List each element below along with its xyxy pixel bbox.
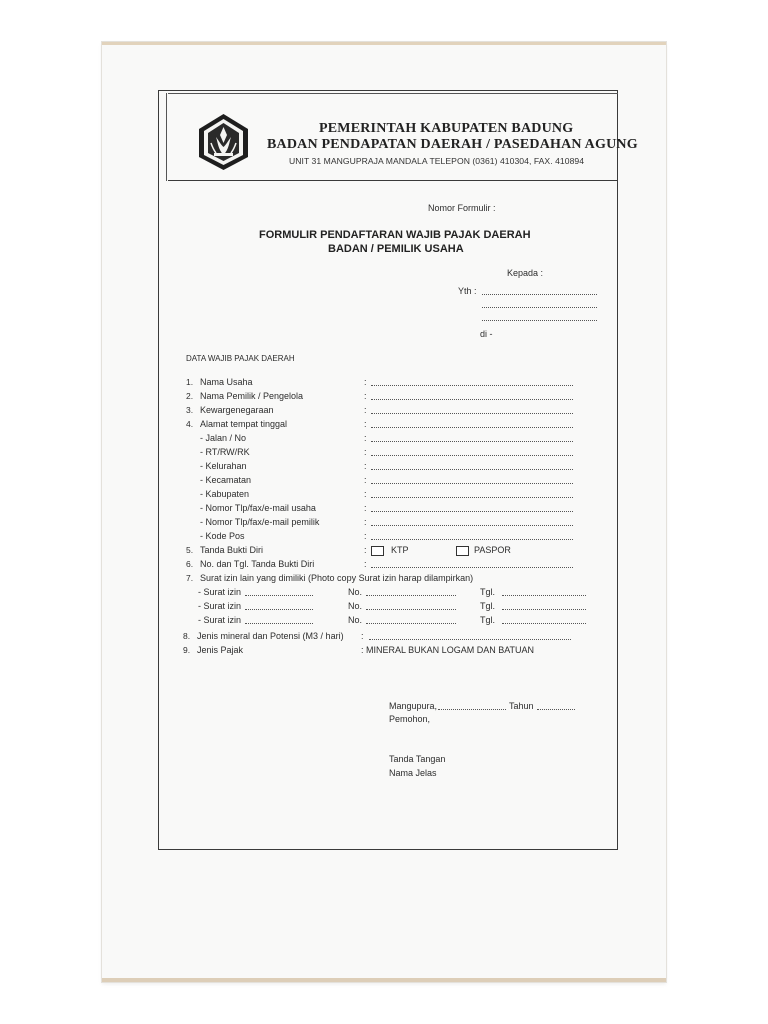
ktp-label: KTP xyxy=(391,545,409,555)
kabupaten-field[interactable] xyxy=(371,497,573,498)
field-number: 6. xyxy=(186,559,194,569)
mineral-field[interactable] xyxy=(369,639,571,640)
form-subtitle: BADAN / PEMILIK USAHA xyxy=(328,243,464,255)
nomor-formulir-label: Nomor Formulir : xyxy=(428,203,496,213)
surat-izin-name-field[interactable] xyxy=(245,595,313,596)
field-label-kewarganegaraan: Kewargenegaraan xyxy=(200,405,274,415)
surat-izin-row-label: - Surat izin xyxy=(198,601,242,611)
surat-izin-row-label: - Surat izin xyxy=(198,587,242,597)
field-colon: : xyxy=(364,433,367,443)
surat-izin-tgl-label: Tgl. xyxy=(480,587,496,597)
surat-izin-no-label: No. xyxy=(348,601,363,611)
form-title: FORMULIR PENDAFTARAN WAJIB PAJAK DAERAH xyxy=(259,229,531,241)
kode-pos-field[interactable] xyxy=(371,539,573,540)
field-colon: : xyxy=(364,391,367,401)
field-colon: : xyxy=(364,559,367,569)
surat-izin-no-field[interactable] xyxy=(366,595,456,596)
header-divider xyxy=(168,180,618,181)
field-number: 1. xyxy=(186,377,194,387)
field-label-nama-usaha: Nama Usaha xyxy=(200,377,253,387)
field-number: 7. xyxy=(186,573,194,583)
field-label-bukti-diri: Tanda Bukti Diri xyxy=(200,545,264,555)
field-label-no-tgl-bukti: No. dan Tgl. Tanda Bukti Diri xyxy=(200,559,315,569)
kelurahan-field[interactable] xyxy=(371,469,573,470)
kewarganegaraan-field[interactable] xyxy=(371,413,573,414)
field-number: 4. xyxy=(186,419,194,429)
signature-nama-jelas: Nama Jelas xyxy=(389,768,437,778)
signature-date-field[interactable] xyxy=(438,709,506,710)
paper-bottom-edge xyxy=(102,978,666,982)
surat-izin-tgl-field[interactable] xyxy=(502,623,586,624)
field-label-rt-rw: - RT/RW/RK xyxy=(200,447,250,457)
field-colon: : xyxy=(364,461,367,471)
signature-tanda-tangan: Tanda Tangan xyxy=(389,754,446,764)
field-label-alamat: Alamat tempat tinggal xyxy=(200,419,288,429)
field-number: 5. xyxy=(186,545,194,555)
field-label-kontak-pemilik: - Nomor Tlp/fax/e-mail pemilik xyxy=(200,517,320,527)
field-colon: : xyxy=(364,503,367,513)
field-label-kecamatan: - Kecamatan xyxy=(200,475,252,485)
field-label-surat-izin: Surat izin lain yang dimiliki (Photo copy Surat izin harap dilampirkan) xyxy=(200,573,474,583)
di-label: di - xyxy=(480,329,493,339)
surat-izin-no-field[interactable] xyxy=(366,609,456,610)
kontak-pemilik-field[interactable] xyxy=(371,525,573,526)
field-colon: : xyxy=(364,447,367,457)
field-label-jalan: - Jalan / No xyxy=(200,433,247,443)
surat-izin-row-label: - Surat izin xyxy=(198,615,242,625)
signature-tahun-label: Tahun xyxy=(509,701,534,711)
yth-line-2[interactable] xyxy=(482,307,597,308)
field-label-kelurahan: - Kelurahan xyxy=(200,461,247,471)
kepada-label: Kepada : xyxy=(507,268,544,278)
field-number: 9. xyxy=(183,645,191,655)
rt-rw-field[interactable] xyxy=(371,455,573,456)
surat-izin-tgl-label: Tgl. xyxy=(480,615,496,625)
surat-izin-no-field[interactable] xyxy=(366,623,456,624)
field-label-kabupaten: - Kabupaten xyxy=(200,489,250,499)
field-label-nama-pemilik: Nama Pemilik / Pengelola xyxy=(200,391,304,401)
field-number: 2. xyxy=(186,391,194,401)
field-colon: : xyxy=(364,419,367,429)
field-colon: : xyxy=(364,531,367,541)
kecamatan-field[interactable] xyxy=(371,483,573,484)
kontak-usaha-field[interactable] xyxy=(371,511,573,512)
header-top-border xyxy=(168,93,618,94)
yth-label: Yth : xyxy=(458,286,477,296)
surat-izin-name-field[interactable] xyxy=(245,623,313,624)
field-label-kontak-usaha: - Nomor Tlp/fax/e-mail usaha xyxy=(200,503,316,513)
nama-usaha-field[interactable] xyxy=(371,385,573,386)
field-colon: : xyxy=(364,475,367,485)
signature-pemohon: Pemohon, xyxy=(389,714,431,724)
paper-top-edge xyxy=(102,42,666,45)
field-number: 3. xyxy=(186,405,194,415)
field-label-kode-pos: - Kode Pos xyxy=(200,531,245,541)
field-colon: : xyxy=(364,405,367,415)
no-tgl-bukti-field[interactable] xyxy=(371,567,573,568)
signature-year-field[interactable] xyxy=(537,709,575,710)
jenis-pajak-value: : MINERAL BUKAN LOGAM DAN BATUAN xyxy=(361,645,535,655)
jalan-field[interactable] xyxy=(371,441,573,442)
surat-izin-no-label: No. xyxy=(348,587,363,597)
surat-izin-name-field[interactable] xyxy=(245,609,313,610)
yth-line-1[interactable] xyxy=(482,294,597,295)
field-colon: : xyxy=(364,517,367,527)
header-left-border xyxy=(166,93,167,181)
paspor-checkbox[interactable] xyxy=(456,546,469,556)
yth-line-3[interactable] xyxy=(482,320,597,321)
surat-izin-tgl-label: Tgl. xyxy=(480,601,496,611)
header-government-name: PEMERINTAH KABUPATEN BADUNG xyxy=(319,121,574,136)
surat-izin-tgl-field[interactable] xyxy=(502,595,586,596)
field-colon: : xyxy=(364,489,367,499)
field-number: 8. xyxy=(183,631,191,641)
surat-izin-no-label: No. xyxy=(348,615,363,625)
field-colon: : xyxy=(361,631,364,641)
alamat-field[interactable] xyxy=(371,427,573,428)
header-address: UNIT 31 MANGUPRAJA MANDALA TELEPON (0361) 410304, FAX. 410894 xyxy=(289,156,585,166)
surat-izin-tgl-field[interactable] xyxy=(502,609,586,610)
field-label-jenis-pajak: Jenis Pajak xyxy=(197,645,244,655)
ktp-checkbox[interactable] xyxy=(371,546,384,556)
badung-emblem-icon xyxy=(196,113,251,171)
section-title: DATA WAJIB PAJAK DAERAH xyxy=(186,354,295,363)
field-label-mineral: Jenis mineral dan Potensi (M3 / hari) xyxy=(197,631,344,641)
nama-pemilik-field[interactable] xyxy=(371,399,573,400)
header-agency-name: BADAN PENDAPATAN DAERAH / PASEDAHAN AGUNG xyxy=(267,137,638,152)
field-colon: : xyxy=(364,545,367,555)
field-colon: : xyxy=(364,377,367,387)
signature-place: Mangupura, xyxy=(389,701,438,711)
paspor-label: PASPOR xyxy=(474,545,511,555)
